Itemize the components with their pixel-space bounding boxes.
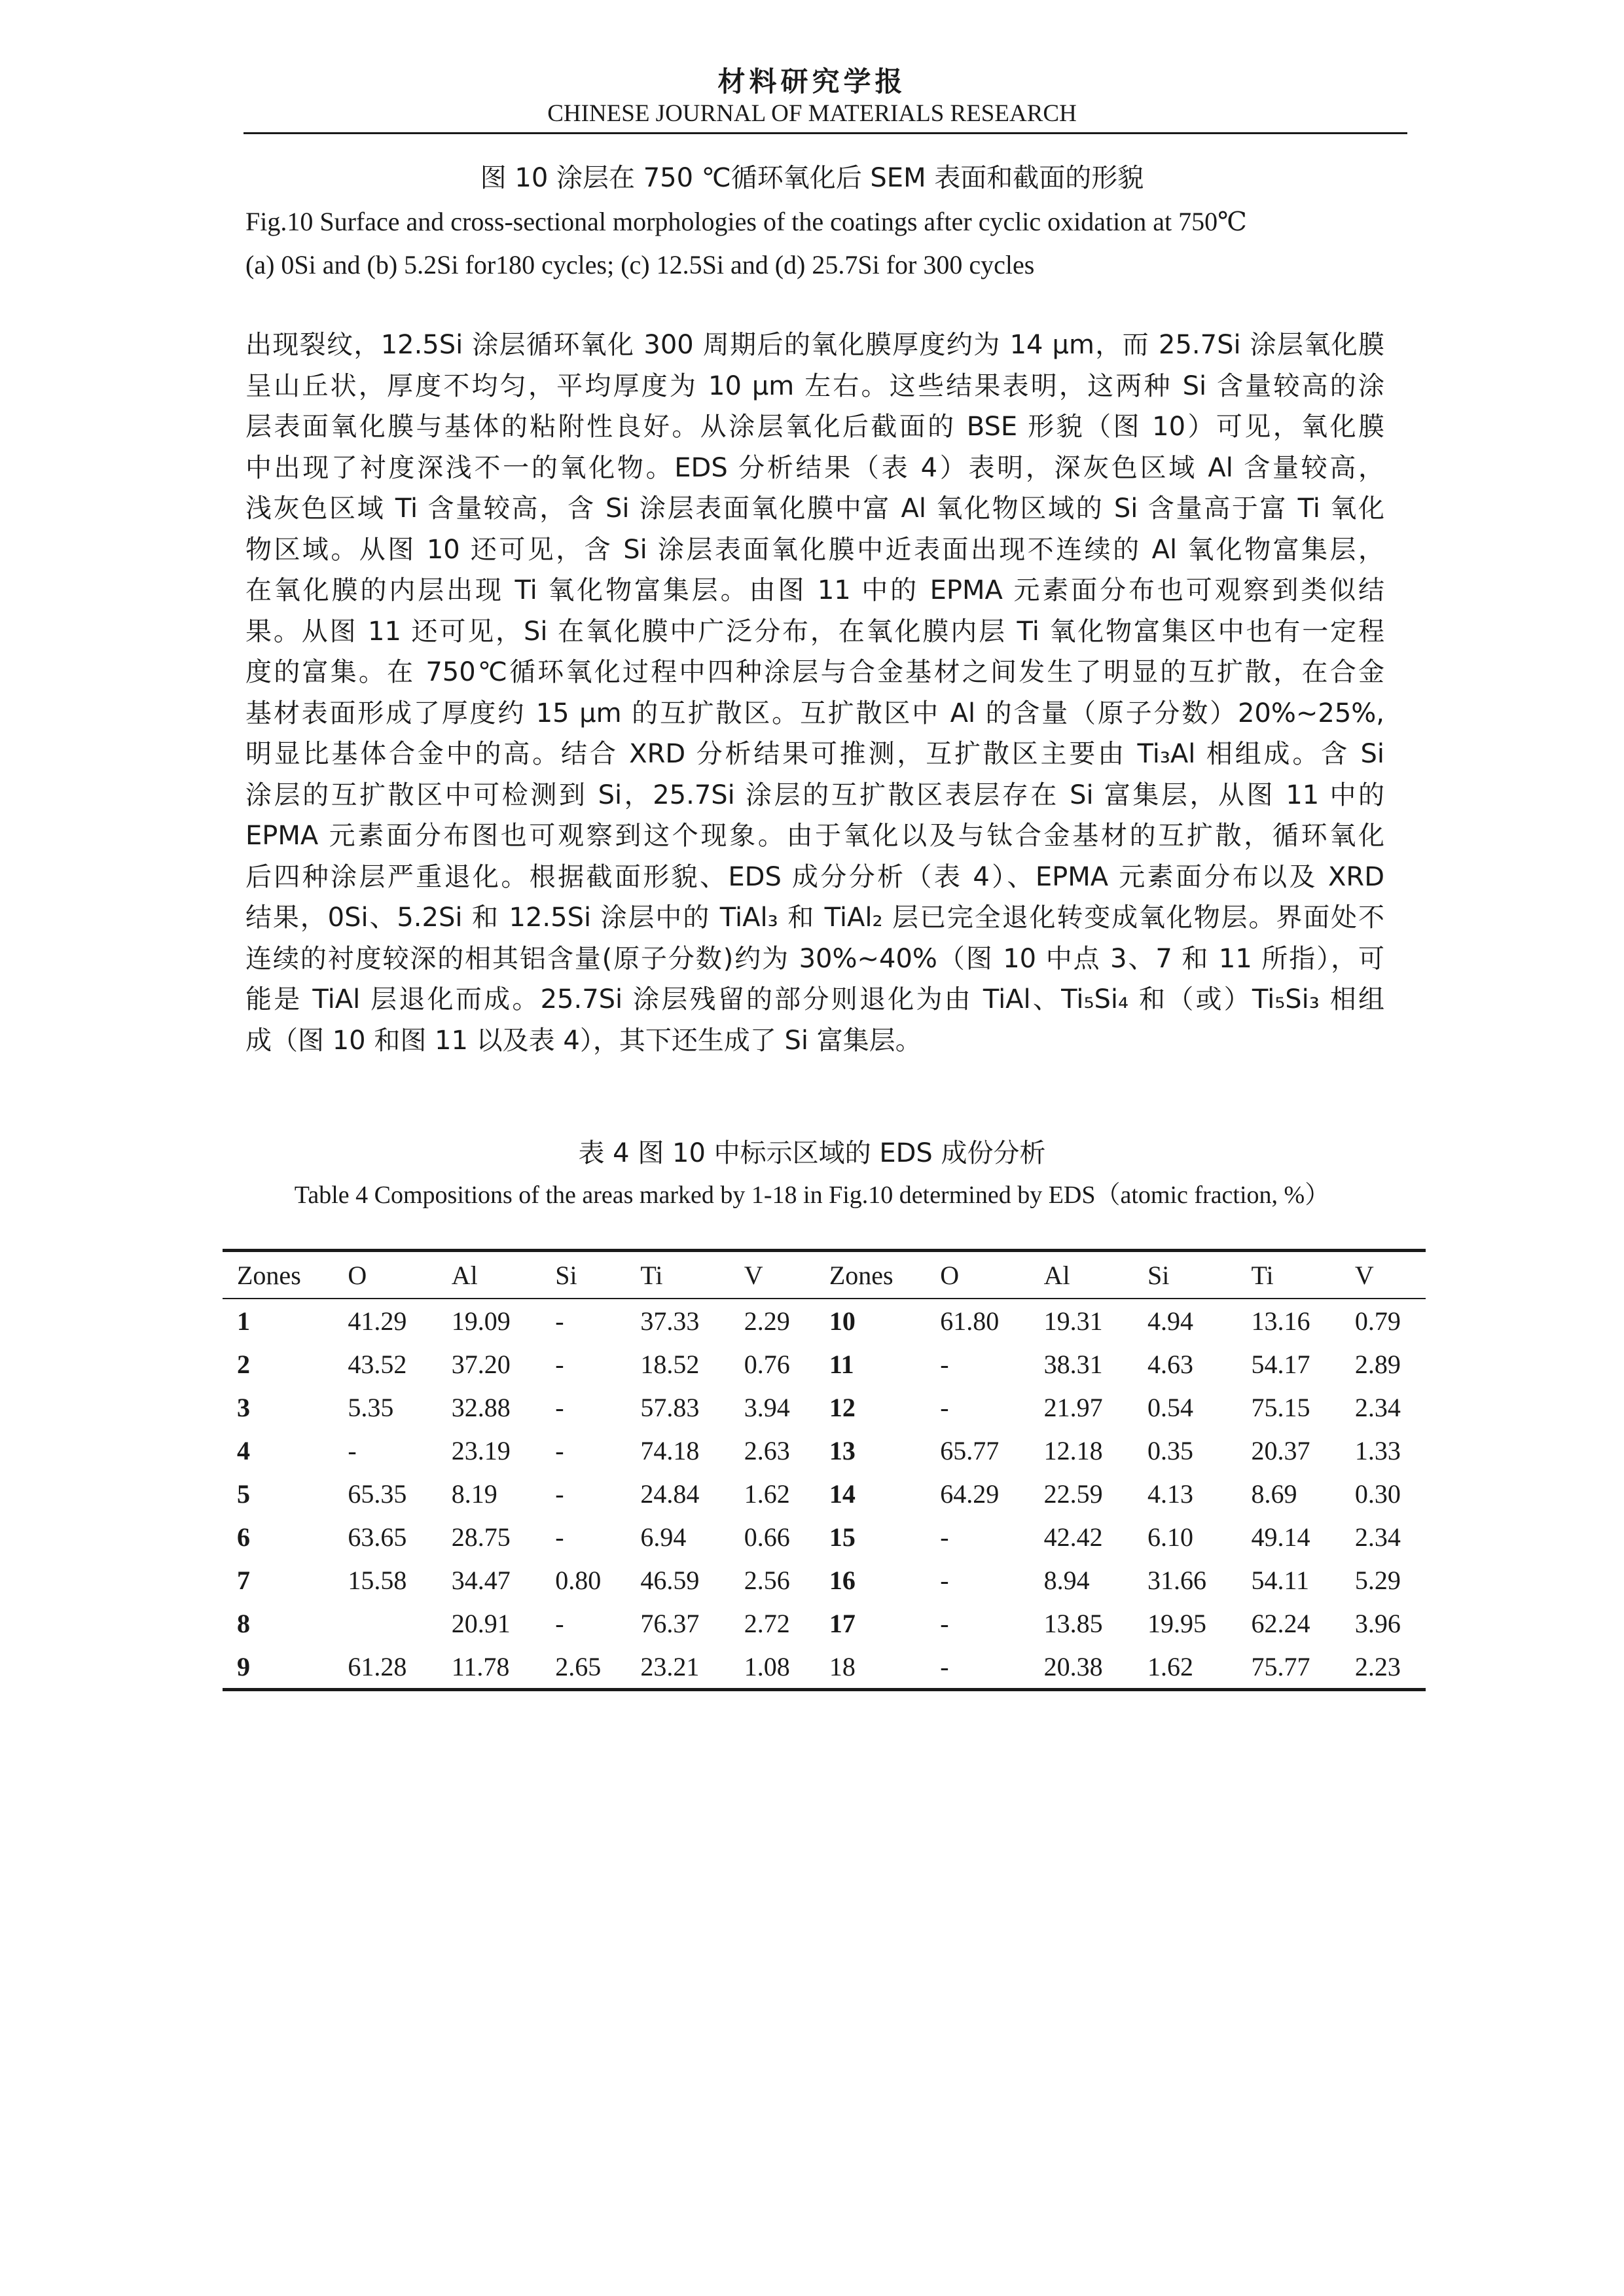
- table-cell: 8.19: [451, 1479, 497, 1509]
- table-cell: 13.16: [1251, 1306, 1310, 1336]
- table-header-cell: Si: [541, 1251, 626, 1299]
- table-header-cell: Al: [437, 1251, 541, 1299]
- table-cell: 2.65: [555, 1651, 602, 1681]
- table-row: [223, 1602, 1426, 1645]
- table-cell: 41.29: [348, 1306, 407, 1336]
- table-cell: 6.10: [1147, 1522, 1194, 1552]
- table-header-cell: V: [1341, 1251, 1426, 1299]
- table-cell: 75.15: [1251, 1392, 1310, 1422]
- table-cell: 61.28: [348, 1651, 407, 1681]
- body-line: 中出现了衬度深浅不一的氧化物。EDS 分析结果（表 4）表明，深灰色区域 Al 含量较高，: [245, 452, 1384, 483]
- table-cell: 21.97: [1043, 1392, 1103, 1422]
- table-cell: 32.88: [451, 1392, 511, 1422]
- zone-cell: 10: [829, 1306, 856, 1336]
- table-cell: -: [555, 1392, 564, 1422]
- table-cell: [333, 1602, 437, 1645]
- zone-cell: 1: [237, 1306, 250, 1336]
- table-cell: 0.35: [1147, 1435, 1194, 1465]
- table-header-cell: Zones: [223, 1251, 333, 1299]
- table-cell: 38.31: [1043, 1349, 1103, 1379]
- table-cell: 0.76: [744, 1349, 790, 1379]
- table-cell: -: [940, 1349, 949, 1379]
- table-header-cell: Al: [1030, 1251, 1133, 1299]
- table-header-cell: Ti: [1236, 1251, 1340, 1299]
- table-cell: 8.94: [1043, 1565, 1090, 1595]
- table-cell: -: [348, 1435, 357, 1465]
- figure-caption-en-line: (a) 0Si and (b) 5.2Si for180 cycles; (c) 12.5Si and (d) 25.7Si for 300 cycles: [245, 250, 1035, 279]
- zone-cell: 16: [829, 1565, 856, 1595]
- zone-cell: 12: [829, 1392, 856, 1422]
- table-cell: 2.23: [1354, 1651, 1401, 1681]
- table-row: [223, 1386, 1426, 1429]
- table-cell: 76.37: [640, 1608, 700, 1638]
- table-cell: 24.84: [640, 1479, 700, 1509]
- zone-cell: 14: [829, 1479, 856, 1509]
- table-cell: 31.66: [1147, 1565, 1207, 1595]
- table-cell: 6.94: [640, 1522, 687, 1552]
- body-line: 呈山丘状，厚度不均匀，平均厚度为 10 μm 左右。这些结果表明，这两种 Si 含量较高的涂: [245, 370, 1384, 401]
- table-header-cell: O: [926, 1251, 1029, 1299]
- table-cell: 4.13: [1147, 1479, 1194, 1509]
- body-line: EPMA 元素面分布图也可观察到这个现象。由于氧化以及与钛合金基材的互扩散，循环氧化: [245, 821, 1384, 851]
- table-cell: 0.54: [1147, 1392, 1194, 1422]
- table-row: [223, 1515, 1426, 1558]
- table-cell: 46.59: [640, 1565, 700, 1595]
- table-cell: 28.75: [451, 1522, 511, 1552]
- body-line: 连续的衬度较深的相其铝含量(原子分数)约为 30%~40%（图 10 中点 3、7 和 11 所指），可: [245, 943, 1384, 974]
- table-cell: 15.58: [348, 1565, 407, 1595]
- table-cell: -: [555, 1435, 564, 1465]
- table-cell: 75.77: [1251, 1651, 1310, 1681]
- zone-cell: 5: [237, 1479, 250, 1509]
- zone-cell: 4: [237, 1435, 250, 1465]
- table-cell: 13.85: [1043, 1608, 1103, 1638]
- zone-cell: 7: [237, 1565, 250, 1595]
- body-line: 层表面氧化膜与基体的粘附性良好。从涂层氧化后截面的 BSE 形貌（图 10）可见，氧化膜: [245, 412, 1384, 442]
- table-cell: 62.24: [1251, 1608, 1310, 1638]
- zone-cell: 3: [237, 1392, 250, 1422]
- table-cell: -: [940, 1565, 949, 1595]
- table-cell: 74.18: [640, 1435, 700, 1465]
- table-cell: 1.33: [1354, 1435, 1401, 1465]
- table-cell: 20.38: [1043, 1651, 1103, 1681]
- table-cell: 5.29: [1354, 1565, 1401, 1595]
- body-line: 成（图 10 和图 11 以及表 4），其下还生成了 Si 富集层。: [245, 1025, 922, 1056]
- body-line: 在氧化膜的内层出现 Ti 氧化物富集层。由图 11 中的 EPMA 元素面分布也可观察到类似结: [245, 575, 1384, 605]
- table-row: [223, 1645, 1426, 1690]
- table-cell: 65.35: [348, 1479, 407, 1509]
- table-cell: 2.34: [1354, 1522, 1401, 1552]
- table-cell: 3.94: [744, 1392, 790, 1422]
- table-cell: 0.80: [555, 1565, 602, 1595]
- table-header-cell: Si: [1133, 1251, 1236, 1299]
- zone-cell: 2: [237, 1349, 250, 1379]
- table-cell: 61.80: [940, 1306, 1000, 1336]
- zone-cell: 18: [829, 1651, 856, 1681]
- figure-caption-en-line: Fig.10 Surface and cross-sectional morphologies of the coatings after cyclic oxidation at 750℃: [245, 207, 1247, 236]
- table-cell: -: [555, 1608, 564, 1638]
- table-cell: -: [555, 1306, 564, 1336]
- table-cell: 34.47: [451, 1565, 511, 1595]
- table-cell: 2.63: [744, 1435, 790, 1465]
- table-cell: 63.65: [348, 1522, 407, 1552]
- table-cell: 43.52: [348, 1349, 407, 1379]
- table-cell: 2.34: [1354, 1392, 1401, 1422]
- table-cell: 19.31: [1043, 1306, 1103, 1336]
- table-row: [223, 1558, 1426, 1602]
- table-header-row: [223, 1251, 1426, 1299]
- table-body: [223, 1299, 1426, 1690]
- table-cell: 1.62: [744, 1479, 790, 1509]
- table-cell: 20.91: [451, 1608, 511, 1638]
- table-row: [223, 1429, 1426, 1472]
- table-cell: 4.94: [1147, 1306, 1194, 1336]
- journal-title-cn: 材料研究学报: [717, 65, 907, 98]
- table-cell: 1.08: [744, 1651, 790, 1681]
- table-cell: 37.20: [451, 1349, 511, 1379]
- zone-cell: 15: [829, 1522, 856, 1552]
- table-cell: 2.72: [744, 1608, 790, 1638]
- table-cell: -: [940, 1392, 949, 1422]
- table-cell: 54.11: [1251, 1565, 1309, 1595]
- table-cell: -: [940, 1608, 949, 1638]
- table-cell: 22.59: [1043, 1479, 1103, 1509]
- table-cell: 0.66: [744, 1522, 790, 1552]
- table-cell: 4.63: [1147, 1349, 1194, 1379]
- table-cell: 49.14: [1251, 1522, 1310, 1552]
- table-cell: 19.95: [1147, 1608, 1207, 1638]
- table-cell: 5.35: [348, 1392, 394, 1422]
- table-header-cell: O: [333, 1251, 437, 1299]
- table-cell: 2.29: [744, 1306, 790, 1336]
- table-cell: 23.21: [640, 1651, 700, 1681]
- body-line: 基材表面形成了厚度约 15 μm 的互扩散区。互扩散区中 Al 的含量（原子分数）20%~25%,: [245, 698, 1384, 728]
- table-cell: -: [940, 1651, 949, 1681]
- table-cell: 54.17: [1251, 1349, 1310, 1379]
- table-cell: 65.77: [940, 1435, 1000, 1465]
- table-cell: 2.89: [1354, 1349, 1401, 1379]
- zone-cell: 13: [829, 1435, 856, 1465]
- table-cell: 64.29: [940, 1479, 1000, 1509]
- header-rule: [244, 132, 1407, 134]
- table-cell: 0.79: [1354, 1306, 1401, 1336]
- table-header-cell: Zones: [815, 1251, 926, 1299]
- table-cell: 11.78: [451, 1651, 510, 1681]
- zone-cell: 11: [829, 1349, 854, 1379]
- table-header-cell: V: [730, 1251, 815, 1299]
- table-cell: 57.83: [640, 1392, 700, 1422]
- body-line: 涂层的互扩散区中可检测到 Si，25.7Si 涂层的互扩散区表层存在 Si 富集层，从图 11 中的: [245, 780, 1384, 810]
- table-caption-cn: 表 4 图 10 中标示区域的 EDS 成份分析: [578, 1138, 1046, 1168]
- body-line: 浅灰色区域 Ti 含量较高，含 Si 涂层表面氧化膜中富 Al 氧化物区域的 Si 含量高于富 Ti 氧化: [245, 493, 1384, 524]
- table-cell: -: [555, 1349, 564, 1379]
- table-cell: 12.18: [1043, 1435, 1103, 1465]
- figure-caption-cn: 图 10 涂层在 750 ℃循环氧化后 SEM 表面和截面的形貌: [480, 163, 1144, 193]
- body-line: 物区域。从图 10 还可见，含 Si 涂层表面氧化膜中近表面出现不连续的 Al 氧化物富集层，: [245, 534, 1384, 565]
- body-line: 果。从图 11 还可见，Si 在氧化膜中广泛分布，在氧化膜内层 Ti 氧化物富集区中也有一定程: [245, 616, 1384, 647]
- body-line: 明显比基体合金中的高。结合 XRD 分析结果可推测，互扩散区主要由 Ti₃Al 相组成。含 Si: [245, 739, 1384, 769]
- table-cell: 2.56: [744, 1565, 790, 1595]
- table-cell: 18.52: [640, 1349, 700, 1379]
- body-line: 后四种涂层严重退化。根据截面形貌、EDS 成分分析（表 4）、EPMA 元素面分布以及 XRD: [245, 861, 1384, 892]
- table-cell: 20.37: [1251, 1435, 1310, 1465]
- table-cell: 42.42: [1043, 1522, 1103, 1552]
- zone-cell: 8: [237, 1608, 250, 1638]
- table-row: [223, 1299, 1426, 1342]
- table-cell: 23.19: [451, 1435, 511, 1465]
- table-cell: 1.62: [1147, 1651, 1194, 1681]
- body-line: 出现裂纹，12.5Si 涂层循环氧化 300 周期后的氧化膜厚度约为 14 μm，而 25.7Si 涂层氧化膜: [245, 330, 1384, 360]
- zone-cell: 17: [829, 1608, 856, 1638]
- table-row: [223, 1472, 1426, 1515]
- table-caption-en: Table 4 Compositions of the areas marked by 1-18 in Fig.10 determined by EDS（atomic fraction, %）: [294, 1181, 1330, 1209]
- table-cell: -: [940, 1522, 949, 1552]
- body-line: 度的富集。在 750℃循环氧化过程中四种涂层与合金基材之间发生了明显的互扩散，在合金: [245, 657, 1384, 687]
- body-line: 结果，0Si、5.2Si 和 12.5Si 涂层中的 TiAl₃ 和 TiAl₂ 层已完全退化转变成氧化物层。界面处不: [245, 903, 1384, 933]
- zone-cell: 6: [237, 1522, 250, 1552]
- table-cell: -: [555, 1479, 564, 1509]
- table-cell: 19.09: [451, 1306, 511, 1336]
- table-cell: -: [555, 1522, 564, 1552]
- eds-composition-table: [223, 1249, 1426, 1691]
- table-cell: 3.96: [1354, 1608, 1401, 1638]
- body-line: 能是 TiAl 层退化而成。25.7Si 涂层残留的部分则退化为由 TiAl、Ti₅Si₄ 和（或）Ti₅Si₃ 相组: [245, 984, 1384, 1014]
- zone-cell: 9: [237, 1651, 250, 1681]
- table-header-cell: Ti: [626, 1251, 729, 1299]
- table-cell: 8.69: [1251, 1479, 1297, 1509]
- body-paragraph: [245, 325, 1384, 1061]
- figure-caption-en: [245, 200, 1247, 287]
- journal-title-en: CHINESE JOURNAL OF MATERIALS RESEARCH: [547, 100, 1077, 127]
- table-cell: 37.33: [640, 1306, 700, 1336]
- table-cell: 0.30: [1354, 1479, 1401, 1509]
- table-row: [223, 1342, 1426, 1386]
